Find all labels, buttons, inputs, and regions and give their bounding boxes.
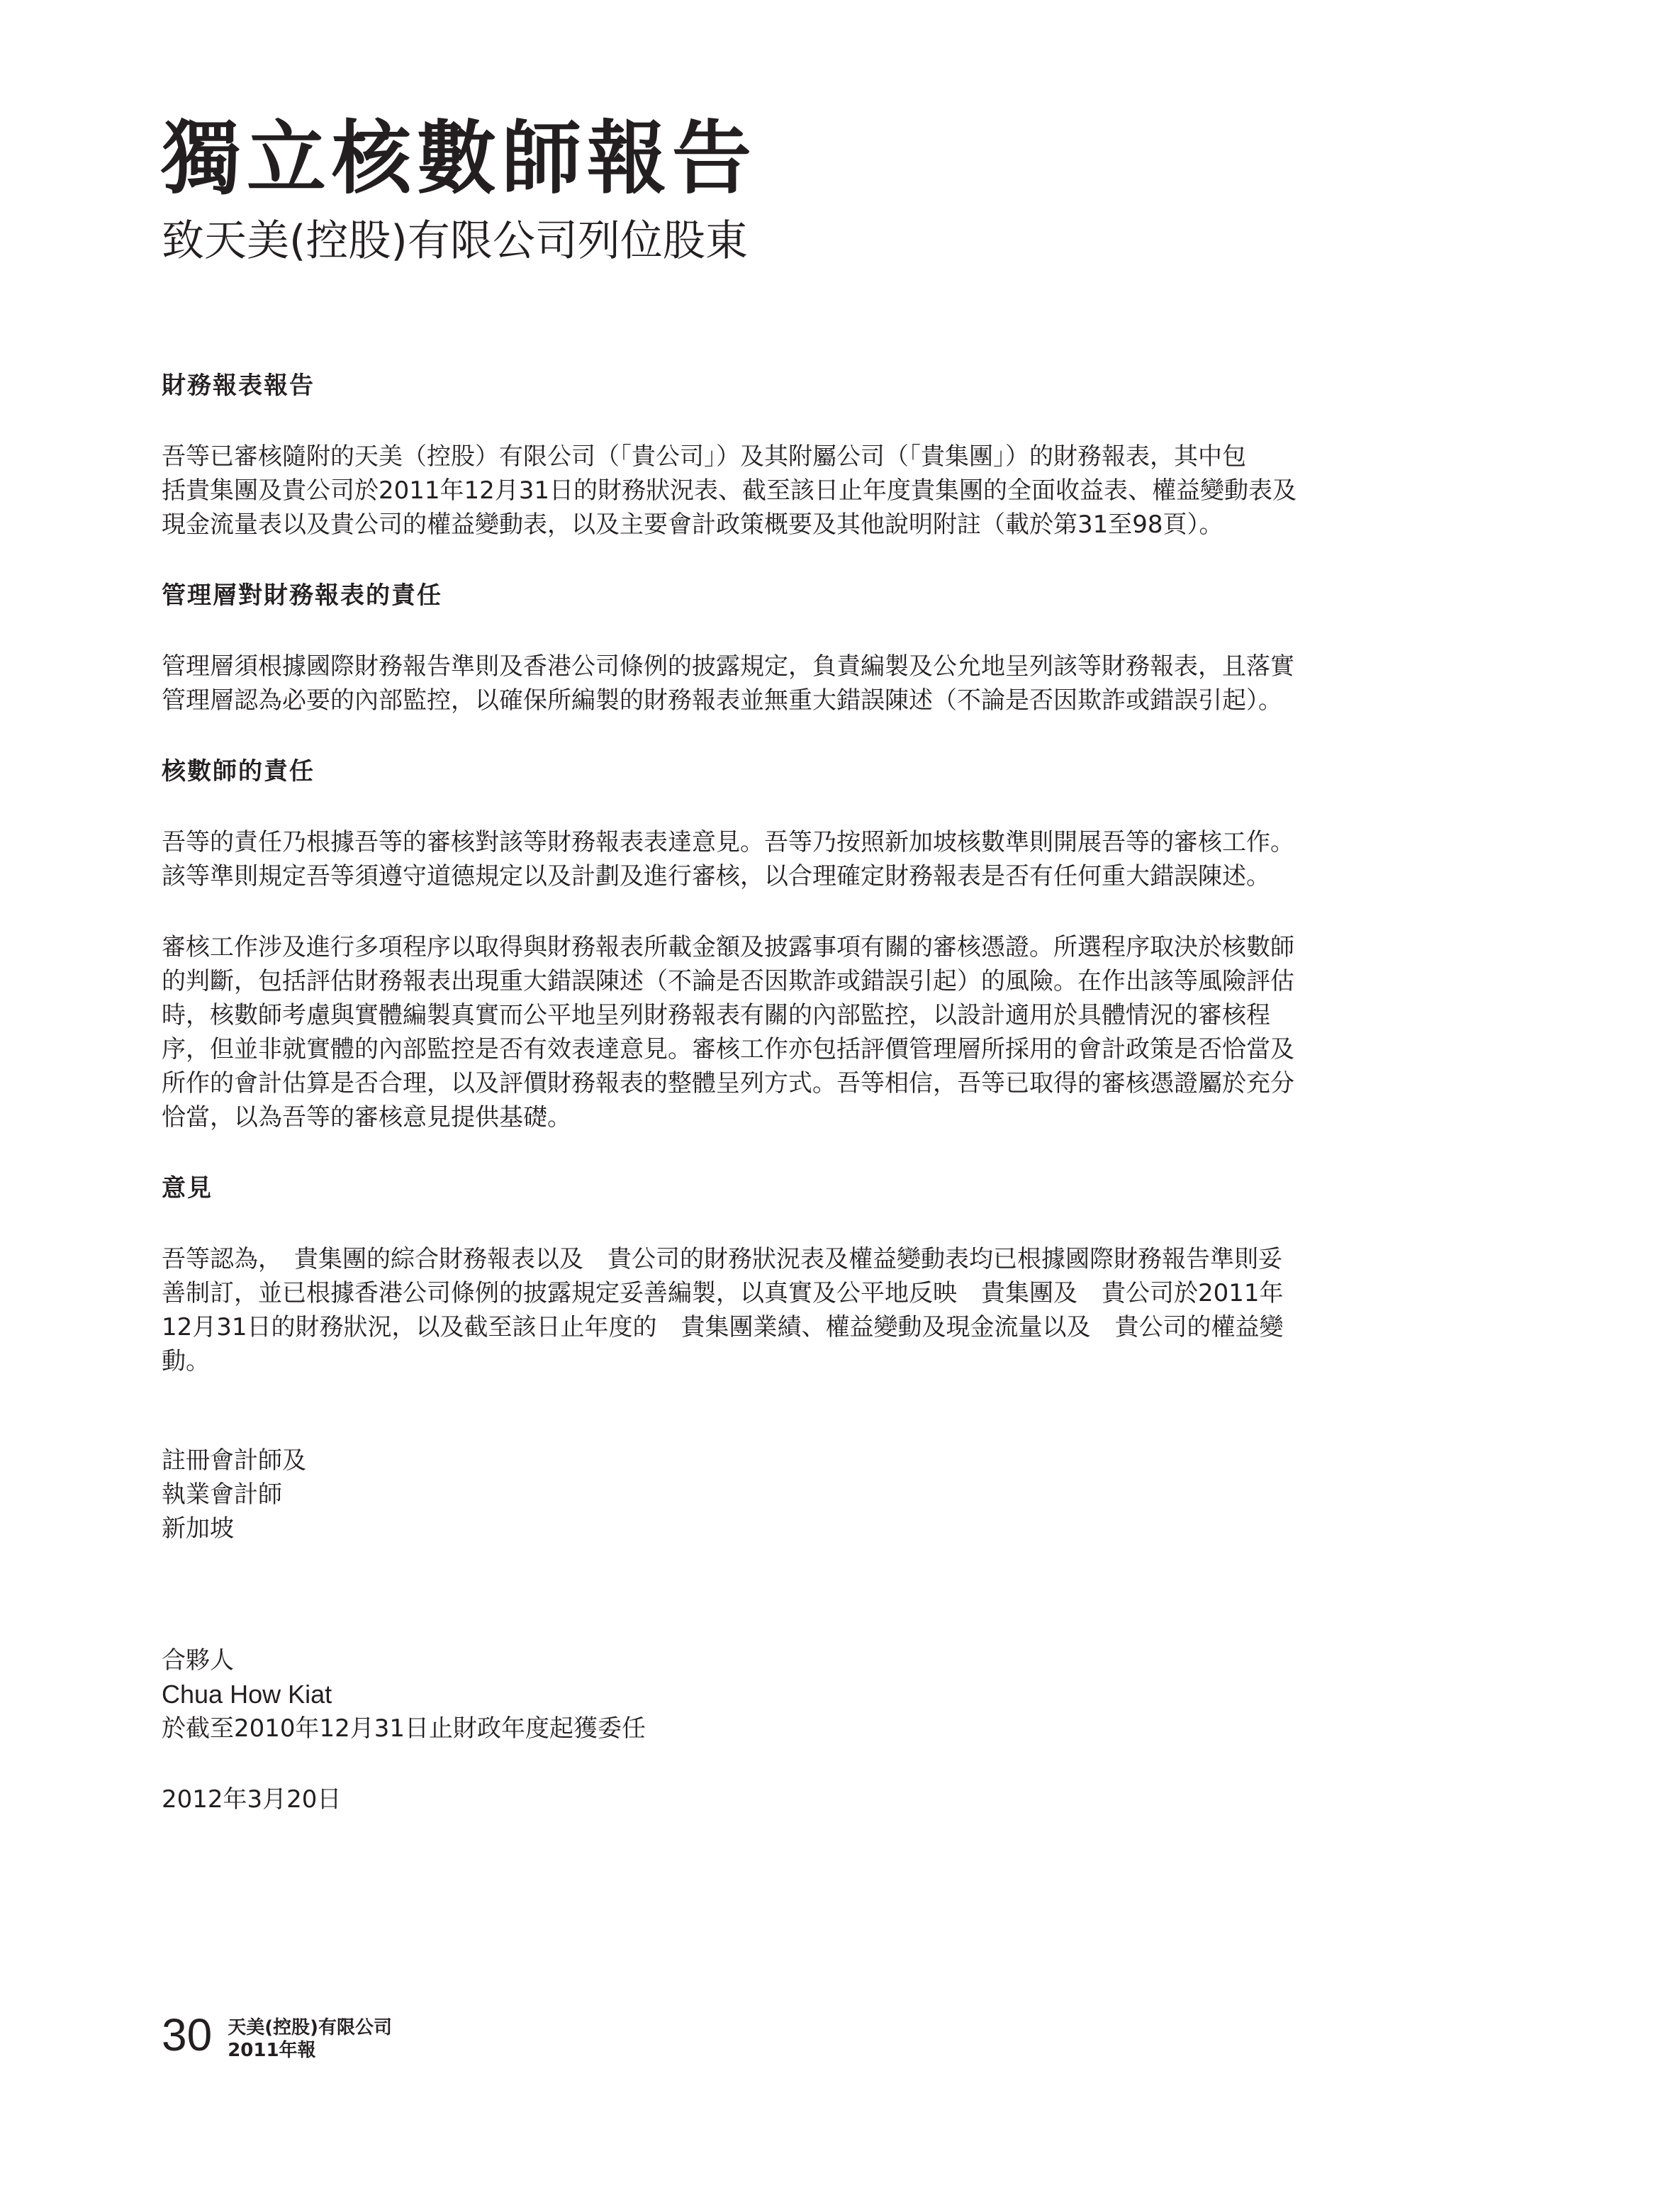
signature-line: 註冊會計師及 (162, 1446, 306, 1475)
partner-block (162, 1643, 1540, 1746)
page-subtitle: 致天美(控股)有限公司列位股東 (162, 216, 748, 266)
section-financial-statements-report (162, 369, 1540, 542)
paragraph (162, 825, 1540, 893)
paragraph (162, 440, 1540, 542)
paragraph (162, 930, 1540, 1134)
section-heading: 管理層對財務報表的責任 (162, 581, 442, 610)
paragraph-line: 所作的會計估算是否合理，以及評價財務報表的整體呈列方式。吾等相信，吾等已取得的審核憑證屬於充分 (162, 1069, 1294, 1098)
paragraph-line: 吾等的責任乃根據吾等的審核對該等財務報表表達意見。吾等乃按照新加坡核數準則開展吾等的審核工作。 (162, 828, 1294, 856)
section-auditor-responsibility (162, 754, 1540, 1134)
paragraph-line: 管理層認為必要的內部監控，以確保所編製的財務報表並無重大錯誤陳述（不論是否因欺詐或錯誤引起）。 (162, 686, 1282, 715)
footer-company: 天美(控股)有限公司 (228, 2017, 392, 2038)
paragraph-line: 序，但並非就實體的內部監控是否有效表達意見。審核工作亦包括評價管理層所採用的會計政策是否恰當及 (162, 1035, 1294, 1064)
section-management-responsibility (162, 579, 1540, 718)
section-heading: 核數師的責任 (162, 757, 315, 786)
auditor-signature-block (162, 1444, 1540, 1546)
paragraph-line: 恰當，以為吾等的審核意見提供基礎。 (162, 1103, 571, 1132)
paragraph-line: 吾等已審核隨附的天美（控股）有限公司（「貴公司」）及其附屬公司（「貴集團」）的財務報表，其中包 (162, 442, 1246, 471)
partner-appointment: 於截至2010年12月31日止財政年度起獲委任 (162, 1714, 646, 1743)
paragraph-line: 現金流量表以及貴公司的權益變動表，以及主要會計政策概要及其他說明附註（載於第31至98頁）。 (162, 510, 1223, 539)
signature-line: 新加坡 (162, 1514, 234, 1543)
paragraph-line: 12月31日的財務狀況，以及截至該日止年度的 貴集團業績、權益變動及現金流量以及 貴公司的權益變 (162, 1313, 1284, 1341)
paragraph (162, 649, 1540, 718)
page-footer (162, 2009, 392, 2062)
section-opinion (162, 1171, 1540, 1378)
paragraph (162, 1242, 1540, 1378)
partner-role: 合夥人 (162, 1646, 234, 1675)
paragraph-line: 吾等認為， 貴集團的綜合財務報表以及 貴公司的財務狀況表及權益變動表均已根據國際財務報告準則妥 (162, 1245, 1282, 1273)
paragraph-line: 動。 (162, 1347, 210, 1375)
footer-report: 2011年報 (228, 2040, 316, 2061)
paragraph-line: 時，核數師考慮與實體編製真實而公平地呈列財務報表有關的內部監控，以設計適用於具體情況的審核程 (162, 1001, 1270, 1029)
paragraph-line: 審核工作涉及進行多項程序以取得與財務報表所載金額及披露事項有關的審核憑證。所選程序取決於核數師 (162, 933, 1294, 961)
signature-line: 執業會計師 (162, 1480, 282, 1509)
paragraph-line: 善制訂，並已根據香港公司條例的披露規定妥善編製，以真實及公平地反映 貴集團及 貴公司於2011年 (162, 1279, 1284, 1307)
partner-name: Chua How Kiat (162, 1680, 332, 1709)
paragraph-line: 該等準則規定吾等須遵守道德規定以及計劃及進行審核，以合理確定財務報表是否有任何重大錯誤陳述。 (162, 862, 1270, 891)
section-heading: 財務報表報告 (162, 372, 315, 400)
page-title: 獨立核數師報告 (162, 113, 757, 205)
paragraph-line: 管理層須根據國際財務報告準則及香港公司條例的披露規定，負責編製及公允地呈列該等財務報表，且落實 (162, 652, 1294, 681)
page-number: 30 (162, 2009, 213, 2060)
footer-caption (228, 2012, 392, 2062)
report-date: 2012年3月20日 (162, 1785, 342, 1814)
section-heading: 意見 (162, 1174, 213, 1202)
paragraph-line: 括貴集團及貴公司於2011年12月31日的財務狀況表、截至該日止年度貴集團的全面收益表、權益變動表及 (162, 476, 1297, 505)
report-body (162, 369, 1540, 1816)
paragraph-line: 的判斷，包括評估財務報表出現重大錯誤陳述（不論是否因欺詐或錯誤引起）的風險。在作出該等風險評估 (162, 967, 1294, 995)
